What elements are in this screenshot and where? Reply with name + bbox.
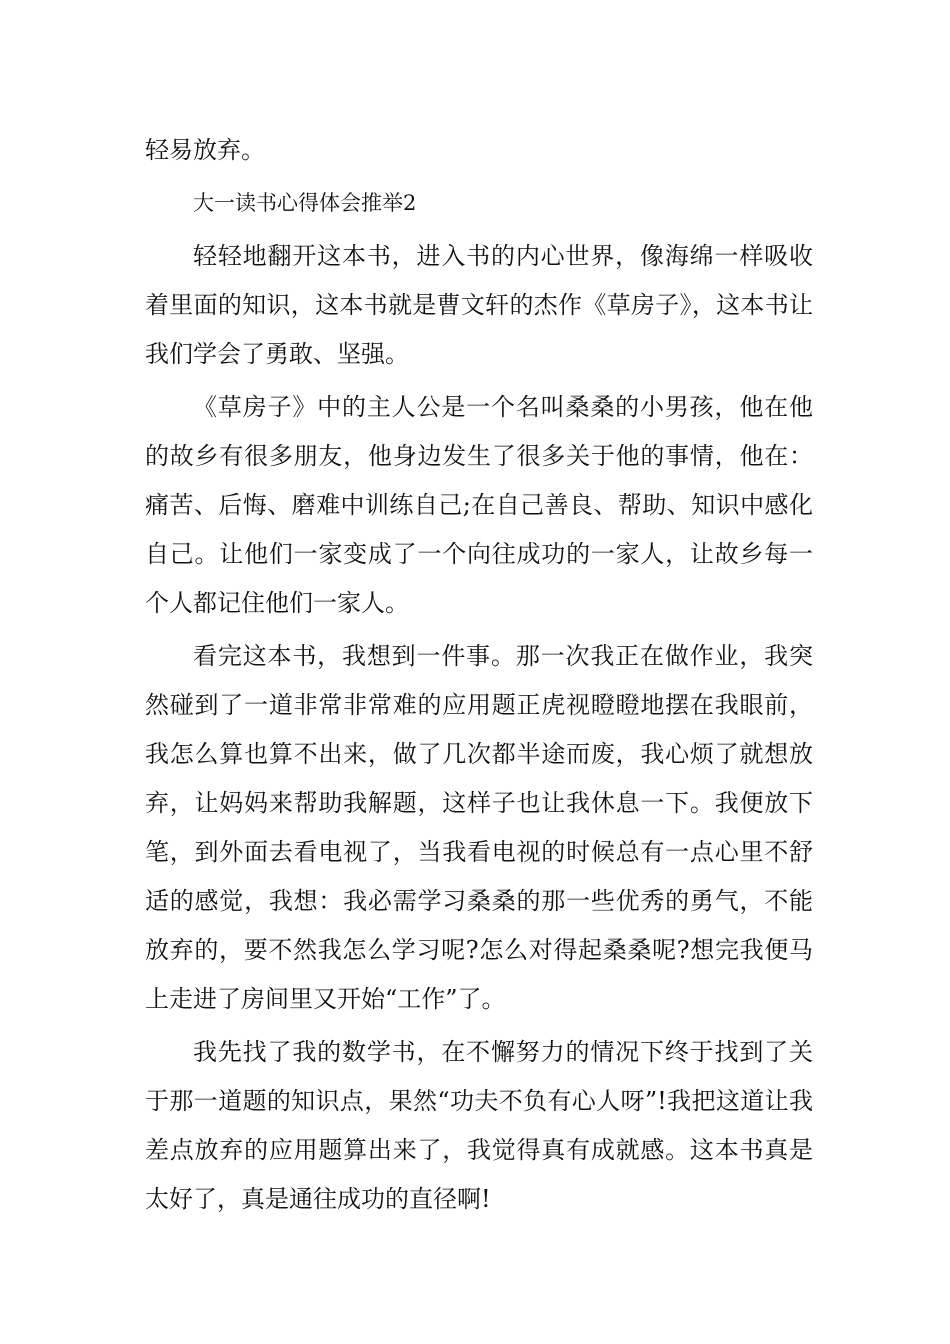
paragraph-1: 轻轻地翻开这本书，进入书的内心世界，像海绵一样吸收着里面的知识，这本书就是曹文轩的杰作《草房子》，这本书让我们学会了勇敢、坚强。 — [145, 242, 813, 368]
paragraph-3: 看完这本书，我想到一件事。那一次我正在做作业，我突然碰到了一道非常非常难的应用题正虎视瞪瞪地摆在我眼前，我怎么算也算不出来，做了几次都半途而废，我心烦了就想放弃，让妈妈来帮助我解题，这样子也让我休息一下。我便放下笔，到外面去看电视了，当我看电视的时候总有一点心里不舒适的感觉，我想：我必需学习桑桑的那一些优秀的勇气，不能放弃的，要不然我怎么学习呢?怎么对得起桑桑呢?想完我便马上走进了房间里又开始“工作”了。 — [145, 642, 813, 1013]
paragraph-2: 《草房子》中的主人公是一个名叫桑桑的小男孩，他在他的故乡有很多朋友，他身边发生了很多关于他的事情，他在：痛苦、后悔、磨难中训练自己;在自己善良、帮助、知识中感化自己。让他们一家变成了一个向往成功的一家人，让故乡每一个人都记住他们一家人。 — [145, 393, 813, 617]
paragraph-4: 我先找了我的数学书，在不懈努力的情况下终于找到了关于那一道题的知识点，果然“功夫不负有心人呀”!我把这道让我差点放弃的应用题算出来了，我觉得真有成就感。这本书真是太好了，真是通往成功的直径啊! — [145, 1038, 813, 1213]
document-body — [145, 126, 813, 1224]
section-heading: 大一读书心得体会推举2 — [193, 191, 417, 215]
continuation-text: 轻易放弃。 — [145, 136, 265, 164]
